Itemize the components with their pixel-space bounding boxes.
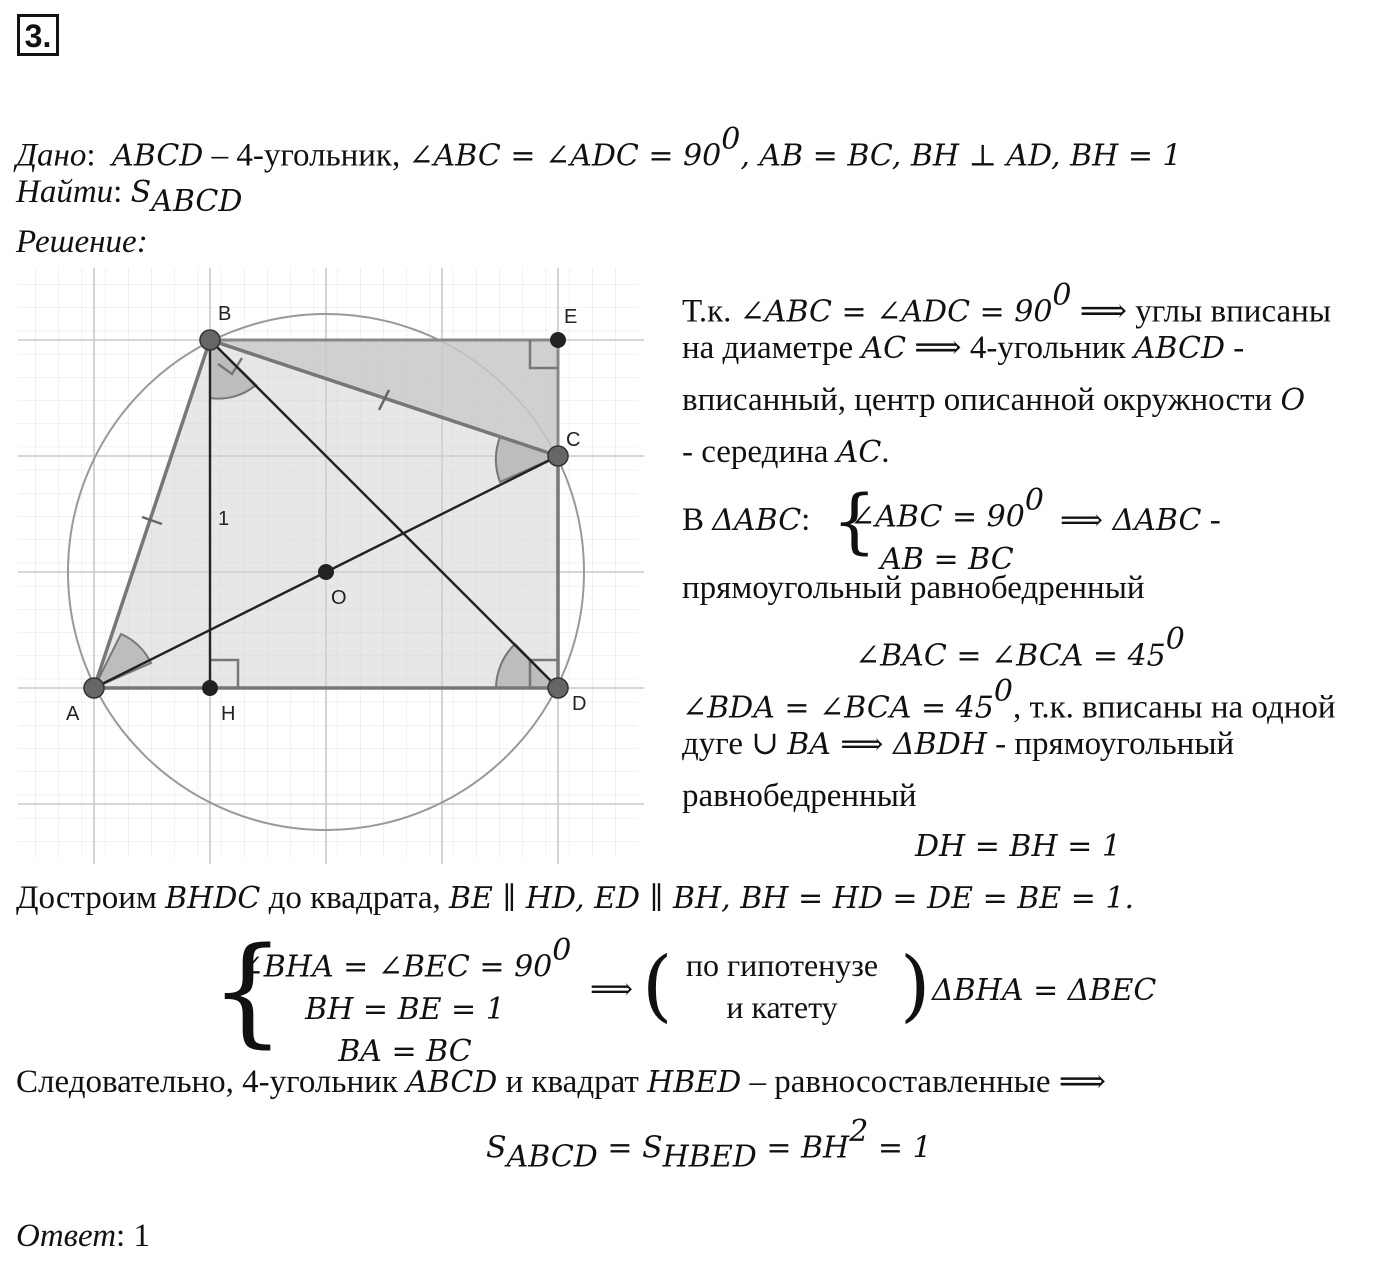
right-line-3 — [682, 380, 1305, 421]
math: DH = BH = 1 — [915, 829, 1121, 864]
text: дуге ∪ — [682, 726, 788, 762]
find-S: S — [130, 175, 152, 210]
label-bh-length: 1 — [218, 508, 230, 530]
label-o: O — [331, 587, 347, 609]
math: BHDC — [165, 881, 261, 916]
text: Следовательно, 4-угольник — [16, 1064, 407, 1100]
math: ∠BDA = ∠BCA = 45 — [682, 690, 994, 726]
degree: 0 — [552, 933, 572, 968]
math: ABCD — [406, 1065, 498, 1100]
geometry-figure — [18, 268, 644, 864]
given-deg: 0 — [721, 122, 741, 157]
text: вписанный, центр описанной окружности — [682, 382, 1281, 418]
answer-label: Ответ — [16, 1218, 117, 1254]
bottom-line-4 — [486, 1112, 932, 1178]
given-rest: , AB = BC, BH ⊥ AD, BH = 1 — [740, 138, 1182, 174]
math: ⟹ ΔABC — [1060, 503, 1202, 538]
math: ∠BAC = ∠BCA = 45 — [855, 638, 1166, 674]
math: ∠ABC = ∠ADC = 90 — [739, 294, 1053, 330]
math: ΔABC — [712, 503, 802, 538]
text: - — [1201, 502, 1221, 538]
superscript: 2 — [849, 1114, 869, 1149]
given-label: Дано — [16, 137, 87, 174]
bottom-line-1 — [16, 878, 1134, 919]
answer-line — [16, 1216, 150, 1256]
label-a: A — [66, 703, 80, 725]
given-line: Дано: ABCD – 4-угольник, ∠ABC = ∠ADC = $90^0$, AB = BC, BH ⊥ AD, BH = 1 — [16, 122, 1182, 174]
given-angles: ∠ABC = ∠ADC = 90 — [408, 138, 722, 174]
text: ⟹ углы вписаны — [1071, 293, 1331, 330]
problem-number: 3. — [17, 14, 59, 56]
math: BA = BC — [338, 1033, 472, 1069]
degree: 0 — [993, 674, 1013, 709]
right-line-10: равнобедренный — [682, 778, 917, 814]
system1-result — [1060, 500, 1221, 541]
math: S — [642, 1130, 663, 1166]
text: В — [682, 502, 713, 538]
right-line-2 — [682, 328, 1244, 369]
subscript: ABCD — [506, 1139, 598, 1175]
system1-prefix — [682, 500, 810, 541]
math: ABCD — [1133, 331, 1226, 366]
right-line-9 — [682, 724, 1234, 765]
math: ∠BHA = ∠BEC = 90 — [238, 949, 553, 985]
solution-line: Решение: — [16, 224, 148, 260]
answer-value: : 1 — [116, 1218, 150, 1254]
find-label: Найти — [16, 174, 114, 210]
math: S — [486, 1130, 507, 1166]
math: BH = BE = 1 — [305, 991, 505, 1027]
system2-arrow: ⟹ — [590, 972, 634, 1007]
paren-row1: по гипотенузе — [685, 947, 879, 983]
text: Достроим — [16, 880, 166, 916]
given-type: – 4-угольник, — [211, 137, 401, 174]
subscript: HBED — [662, 1139, 757, 1175]
text: , т.к. вписаны на одной — [1012, 689, 1336, 726]
text: на диаметре — [682, 330, 862, 366]
text: - середина — [682, 434, 837, 470]
paren-stack — [662, 944, 902, 1028]
label-e: E — [564, 306, 578, 328]
left-brace: { — [832, 480, 877, 562]
text: - прямоугольный — [986, 726, 1235, 762]
label-c: C — [566, 429, 581, 451]
right-line-4 — [682, 432, 890, 473]
solution-label: Решение — [16, 224, 137, 260]
right-line-6: прямоугольный равнобедренный — [682, 570, 1145, 606]
right-line-1 — [682, 276, 1331, 333]
math: AC — [836, 435, 882, 470]
math: BE ∥ HD, ED ∥ BH, BH = HD = DE = BE = 1. — [449, 881, 1135, 916]
math: = BH — [756, 1130, 850, 1166]
degree: 0 — [1165, 622, 1185, 657]
left-paren: ( — [642, 941, 673, 1031]
system1-stack — [842, 480, 1052, 581]
text: - — [1225, 330, 1245, 366]
text: ⟹ 4-угольник — [906, 330, 1134, 366]
bottom-line-3 — [16, 1062, 1106, 1103]
label-h: H — [221, 703, 236, 725]
math: ∠ABC = 90 — [850, 499, 1025, 535]
math: = — [597, 1130, 643, 1166]
left-brace-2: { — [210, 921, 286, 1059]
right-paren: ) — [900, 941, 931, 1031]
find-line: Найти: $S_{ABCD}$ — [16, 174, 243, 219]
text: и квадрат — [497, 1064, 648, 1100]
system2-result — [932, 970, 1156, 1011]
math: AC — [861, 331, 907, 366]
paren-row2: и катету — [726, 989, 838, 1025]
degree: 0 — [1024, 483, 1044, 518]
math: ΔBHA = ΔBEC — [932, 973, 1157, 1008]
degree: 0 — [1052, 278, 1072, 313]
find-sub: ABCD — [151, 184, 243, 219]
math: AB = BC — [880, 541, 1014, 577]
math: BA ⟹ ΔBDH — [787, 727, 987, 762]
math: = 1 — [868, 1130, 932, 1166]
text: – равносоставленные ⟹ — [741, 1064, 1107, 1100]
math: O — [1280, 383, 1306, 418]
right-line-8 — [682, 672, 1336, 729]
right-line-7 — [855, 620, 1185, 677]
label-b: B — [218, 303, 232, 325]
right-line-11 — [915, 826, 1121, 867]
math: HBED — [647, 1065, 742, 1100]
text: : — [801, 502, 811, 538]
label-d: D — [572, 693, 587, 715]
text: Т.к. — [682, 293, 740, 330]
text: . — [881, 434, 890, 470]
system2-stack — [230, 930, 580, 1073]
given-figure: ABCD — [112, 138, 204, 174]
text: до квадрата, — [260, 880, 449, 916]
